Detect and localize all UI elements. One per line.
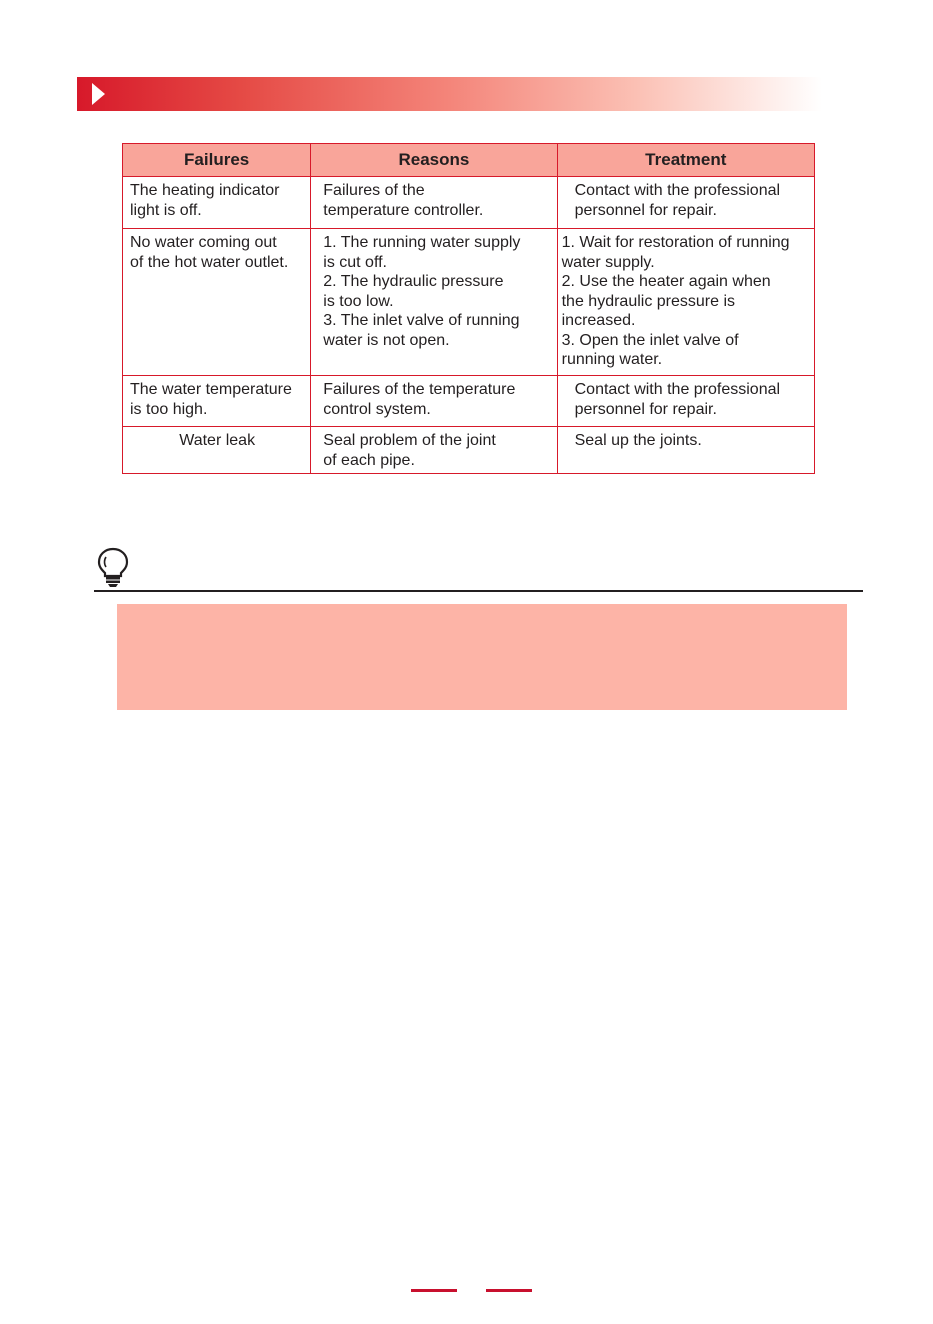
header-reasons: Reasons bbox=[311, 144, 557, 177]
tip-divider bbox=[94, 590, 863, 592]
reason-cell: Failures of the temperature controller. bbox=[311, 177, 557, 229]
table-header-row bbox=[123, 144, 815, 177]
treatment-cell: 1. Wait for restoration of running water supply. 2. Use the heater again when the hydraulic pressure is increased. 3. Open the inlet valve of running water. bbox=[557, 229, 814, 376]
page-number-bar-left bbox=[411, 1289, 457, 1292]
failure-cell: The heating indicator light is off. bbox=[123, 177, 311, 229]
failure-cell: No water coming out of the hot water outlet. bbox=[123, 229, 311, 376]
reason-cell: Failures of the temperature control system. bbox=[311, 376, 557, 427]
table-row bbox=[123, 427, 815, 474]
reason-cell: Seal problem of the joint of each pipe. bbox=[311, 427, 557, 474]
table-row bbox=[123, 229, 815, 376]
reason-cell: 1. The running water supply is cut off. 2. The hydraulic pressure is too low. 3. The inlet valve of running water is not open. bbox=[311, 229, 557, 376]
lightbulb-icon bbox=[96, 546, 130, 588]
play-arrow-icon bbox=[92, 83, 105, 105]
treatment-cell: Seal up the joints. bbox=[557, 427, 814, 474]
troubleshooting-table bbox=[122, 143, 815, 474]
failure-cell: Water leak bbox=[123, 427, 311, 474]
header-treatment: Treatment bbox=[557, 144, 814, 177]
section-banner bbox=[77, 77, 822, 111]
treatment-cell: Contact with the professional personnel for repair. bbox=[557, 376, 814, 427]
treatment-cell: Contact with the professional personnel for repair. bbox=[557, 177, 814, 229]
header-failures: Failures bbox=[123, 144, 311, 177]
table-row bbox=[123, 177, 815, 229]
tip-box bbox=[117, 604, 847, 710]
table-row bbox=[123, 376, 815, 427]
failure-cell: The water temperature is too high. bbox=[123, 376, 311, 427]
page-number-bar-right bbox=[486, 1289, 532, 1292]
